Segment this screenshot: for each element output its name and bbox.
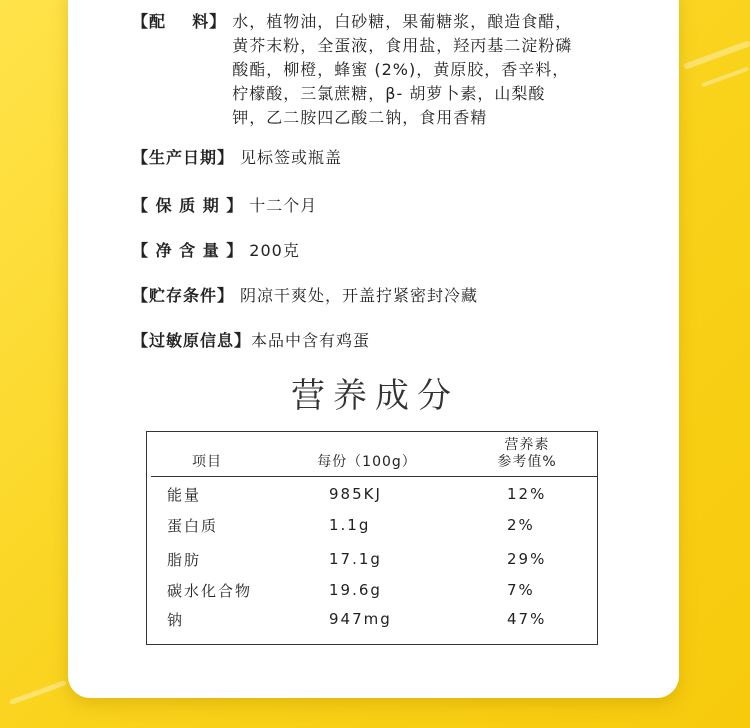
shelf-life-value: 十二个月: [249, 196, 318, 215]
row-name-carbohydrate: 碳水化合物: [167, 582, 253, 600]
shelf-life-label: 【 保 质 期 】: [132, 196, 244, 215]
production-date-row: [132, 146, 342, 170]
row-amount-fat: 17.1g: [329, 550, 382, 568]
row-amount-energy: 985KJ: [329, 485, 382, 503]
row-nrv-sodium: 47%: [507, 610, 547, 628]
nutrition-table: [146, 431, 598, 645]
storage-label: 【贮存条件】: [132, 286, 235, 305]
header-nrv-line2: 参考值%: [497, 454, 557, 470]
row-name-fat: 脂肪: [167, 551, 202, 569]
allergen-value: 本品中含有鸡蛋: [251, 331, 371, 350]
ingredients-row: [132, 10, 572, 130]
decor-stripe: [701, 67, 749, 88]
nutrition-title: 营养成分: [291, 376, 459, 416]
storage-row: [132, 284, 478, 308]
shelf-life-row: [132, 194, 317, 218]
production-date-label: 【生产日期】: [132, 148, 235, 167]
header-nrv-line1: 营养素: [504, 437, 550, 453]
allergen-label: 【过敏原信息】: [132, 331, 252, 350]
decor-stripe: [683, 40, 750, 70]
row-nrv-energy: 12%: [507, 485, 547, 503]
header-item: 项目: [192, 454, 222, 470]
ingredients-label: 【配 料】: [132, 12, 227, 31]
storage-value: 阴凉干爽处，开盖拧紧密封冷藏: [240, 286, 479, 305]
row-amount-protein: 1.1g: [329, 516, 371, 534]
row-name-energy: 能量: [167, 486, 202, 504]
row-amount-sodium: 947mg: [329, 610, 392, 628]
decor-stripe: [9, 680, 67, 705]
net-content-value: 200克: [249, 241, 300, 260]
row-amount-carbohydrate: 19.6g: [329, 581, 382, 599]
header-divider: [151, 476, 597, 477]
net-content-label: 【 净 含 量 】: [132, 241, 244, 260]
row-nrv-protein: 2%: [507, 516, 535, 534]
header-per-serving: 每份（100g）: [317, 454, 417, 470]
ingredients-value: 水，植物油，白砂糖，果葡糖浆，酿造食醋，黄芥末粉，全蛋液，食用盐，羟丙基二淀粉磷酸酯，柳橙，蜂蜜 (2%)，黄原胶，香辛料，柠檬酸，三氯蔗糖，β- 胡萝卜素，山梨酸钾，乙二胺四乙酸二钠，食用香精: [232, 12, 573, 127]
row-name-protein: 蛋白质: [167, 517, 219, 535]
net-content-row: [132, 239, 300, 263]
allergen-row: [132, 329, 370, 353]
row-nrv-carbohydrate: 7%: [507, 581, 535, 599]
row-nrv-fat: 29%: [507, 550, 547, 568]
row-name-sodium: 钠: [167, 611, 185, 629]
production-date-value: 见标签或瓶盖: [240, 148, 343, 167]
